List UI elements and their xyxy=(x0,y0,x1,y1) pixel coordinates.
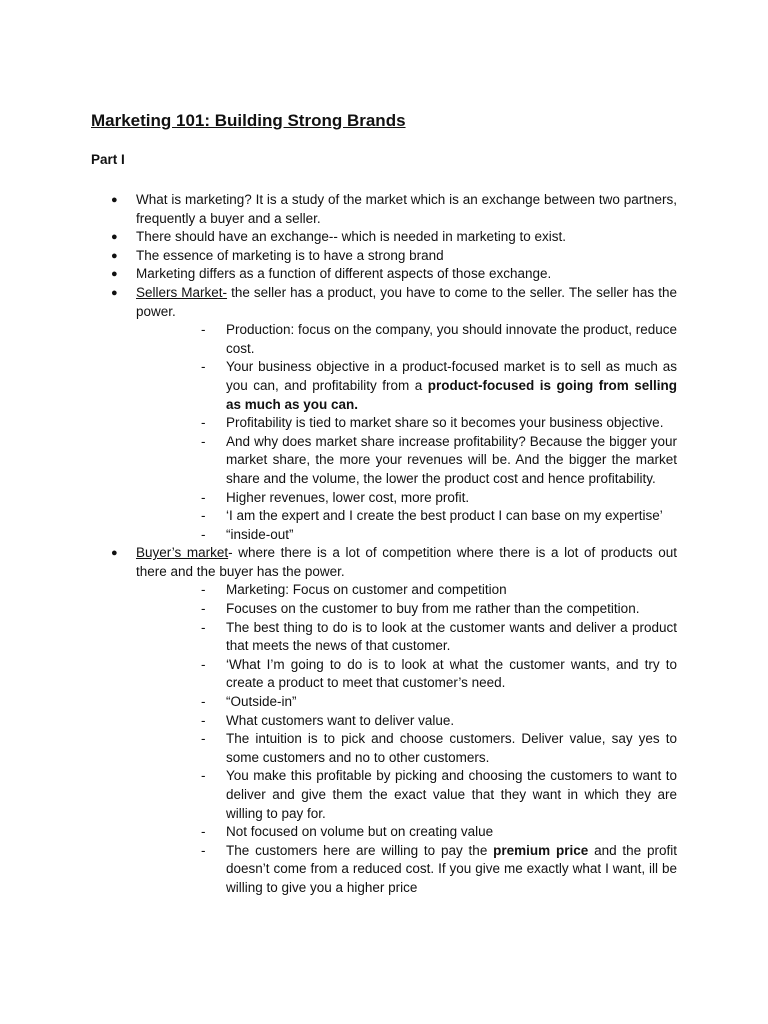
dash-symbol: - xyxy=(201,322,206,338)
dash-text: Profitability is tied to market share so it becomes your business objective. xyxy=(226,415,664,431)
dash-text: Your business objective in a product-focused market is to sell as much as you can, and profitability from a xyxy=(226,359,677,393)
bullet-symbol: ● xyxy=(111,547,118,560)
dash-item xyxy=(201,842,677,898)
dash-item xyxy=(201,358,677,414)
dash-symbol: - xyxy=(201,694,206,710)
bullet-symbol: ● xyxy=(111,249,118,262)
document-title: Marketing 101: Building Strong Brands xyxy=(91,111,406,130)
dash-text: The customers here are willing to pay the xyxy=(226,842,494,858)
bullet-item xyxy=(111,228,677,247)
dash-symbol: - xyxy=(201,731,206,747)
bullet-text: The essence of marketing is to have a strong brand xyxy=(136,247,444,263)
section-heading: Part I xyxy=(91,152,125,167)
dash-symbol: - xyxy=(201,768,206,784)
dash-item xyxy=(201,823,677,842)
dash-text: and the profit doesn’t come from a reduced cost. If you give me exactly what I want, ill be willing to give you a higher price xyxy=(226,842,678,895)
dash-text: The best thing to do is to look at the customer wants and deliver a product that meets the news of that customer. xyxy=(226,619,677,654)
term-sellers-market: Sellers Market- xyxy=(136,284,228,300)
dash-symbol: - xyxy=(201,619,206,635)
bullet-item xyxy=(111,265,677,284)
dash-item xyxy=(201,581,677,600)
dash-item xyxy=(201,321,677,358)
dash-item xyxy=(201,600,677,619)
dash-item xyxy=(201,656,677,693)
bullet-text: There should have an exchange-- which is needed in marketing to exist. xyxy=(136,229,566,245)
bullet-symbol: ● xyxy=(111,268,118,281)
dash-symbol: - xyxy=(201,582,206,598)
dash-symbol: - xyxy=(201,415,206,431)
dash-symbol: - xyxy=(201,842,206,858)
bullet-item xyxy=(111,247,677,266)
bullet-text: Marketing differs as a function of different aspects of those exchange. xyxy=(136,266,552,282)
dash-text: “Outside-in” xyxy=(226,694,297,710)
dash-item xyxy=(201,730,677,767)
bullet-text: the seller has a product, you have to come to the seller. The seller has the power. xyxy=(136,284,677,319)
dash-text: And why does market share increase profitability? Because the bigger your market share, the more your revenues will be. And the bigger the market share and the volume, the lower the product cost and hence profitability. xyxy=(226,433,677,486)
dash-text: Marketing: Focus on customer and competition xyxy=(226,582,507,598)
dash-text: The intuition is to pick and choose customers. Deliver value, say yes to some customers and no to other customers. xyxy=(226,731,677,765)
dash-text-bold: premium price xyxy=(493,842,589,858)
dash-symbol: - xyxy=(201,489,206,505)
dash-symbol: - xyxy=(201,824,206,840)
document-body xyxy=(111,191,677,898)
bullet-item xyxy=(111,191,677,228)
dash-symbol: - xyxy=(201,656,206,672)
sellers-market-points xyxy=(201,321,677,544)
bullet-symbol: ● xyxy=(111,286,118,299)
dash-symbol: - xyxy=(201,508,206,524)
dash-item xyxy=(201,693,677,712)
dash-text: ‘What I’m going to do is to look at what the customer wants, and try to create a product to meet that customer’s need. xyxy=(226,656,677,691)
buyers-market-points xyxy=(201,581,677,897)
bullet-text: - where there is a lot of competition where there is a lot of products out there and the buyer has the power. xyxy=(136,545,677,579)
dash-text: Not focused on volume but on creating value xyxy=(226,824,494,840)
dash-item xyxy=(201,414,677,433)
dash-item xyxy=(201,767,677,823)
term-buyers-market: Buyer’s market xyxy=(136,545,229,561)
dash-text: What customers want to deliver value. xyxy=(226,712,455,728)
dash-symbol: - xyxy=(201,359,206,375)
dash-text: Higher revenues, lower cost, more profit. xyxy=(226,489,470,505)
dash-text: Focuses on the customer to buy from me rather than the competition. xyxy=(226,601,640,617)
bullet-item-sellers-market xyxy=(111,284,677,321)
dash-item xyxy=(201,526,677,545)
dash-item xyxy=(201,489,677,508)
bullet-symbol: ● xyxy=(111,194,118,206)
dash-text: You make this profitable by picking and choosing the customers to want to deliver and give them the exact value that they want in which they are willing to pay for. xyxy=(226,768,677,821)
dash-text: ‘I am the expert and I create the best product I can base on my expertise’ xyxy=(226,508,663,524)
dash-item xyxy=(201,619,677,656)
dash-symbol: - xyxy=(201,526,206,542)
dash-text-bold: product-focused is going from selling as much as you can. xyxy=(226,377,677,412)
dash-symbol: - xyxy=(201,601,206,617)
bullet-text: What is marketing? It is a study of the market which is an exchange between two partners, frequently a buyer and a seller. xyxy=(136,192,677,226)
bullet-symbol: ● xyxy=(111,231,118,244)
dash-symbol: - xyxy=(201,712,206,728)
dash-text: Production: focus on the company, you should innovate the product, reduce cost. xyxy=(226,322,677,356)
dash-text: “inside-out” xyxy=(226,526,294,542)
bullet-list xyxy=(111,191,677,321)
dash-symbol: - xyxy=(201,433,206,449)
dash-item xyxy=(201,712,677,731)
bullet-list-buyers xyxy=(111,544,677,581)
bullet-item-buyers-market xyxy=(111,544,677,581)
dash-item xyxy=(201,433,677,489)
dash-item xyxy=(201,507,677,526)
